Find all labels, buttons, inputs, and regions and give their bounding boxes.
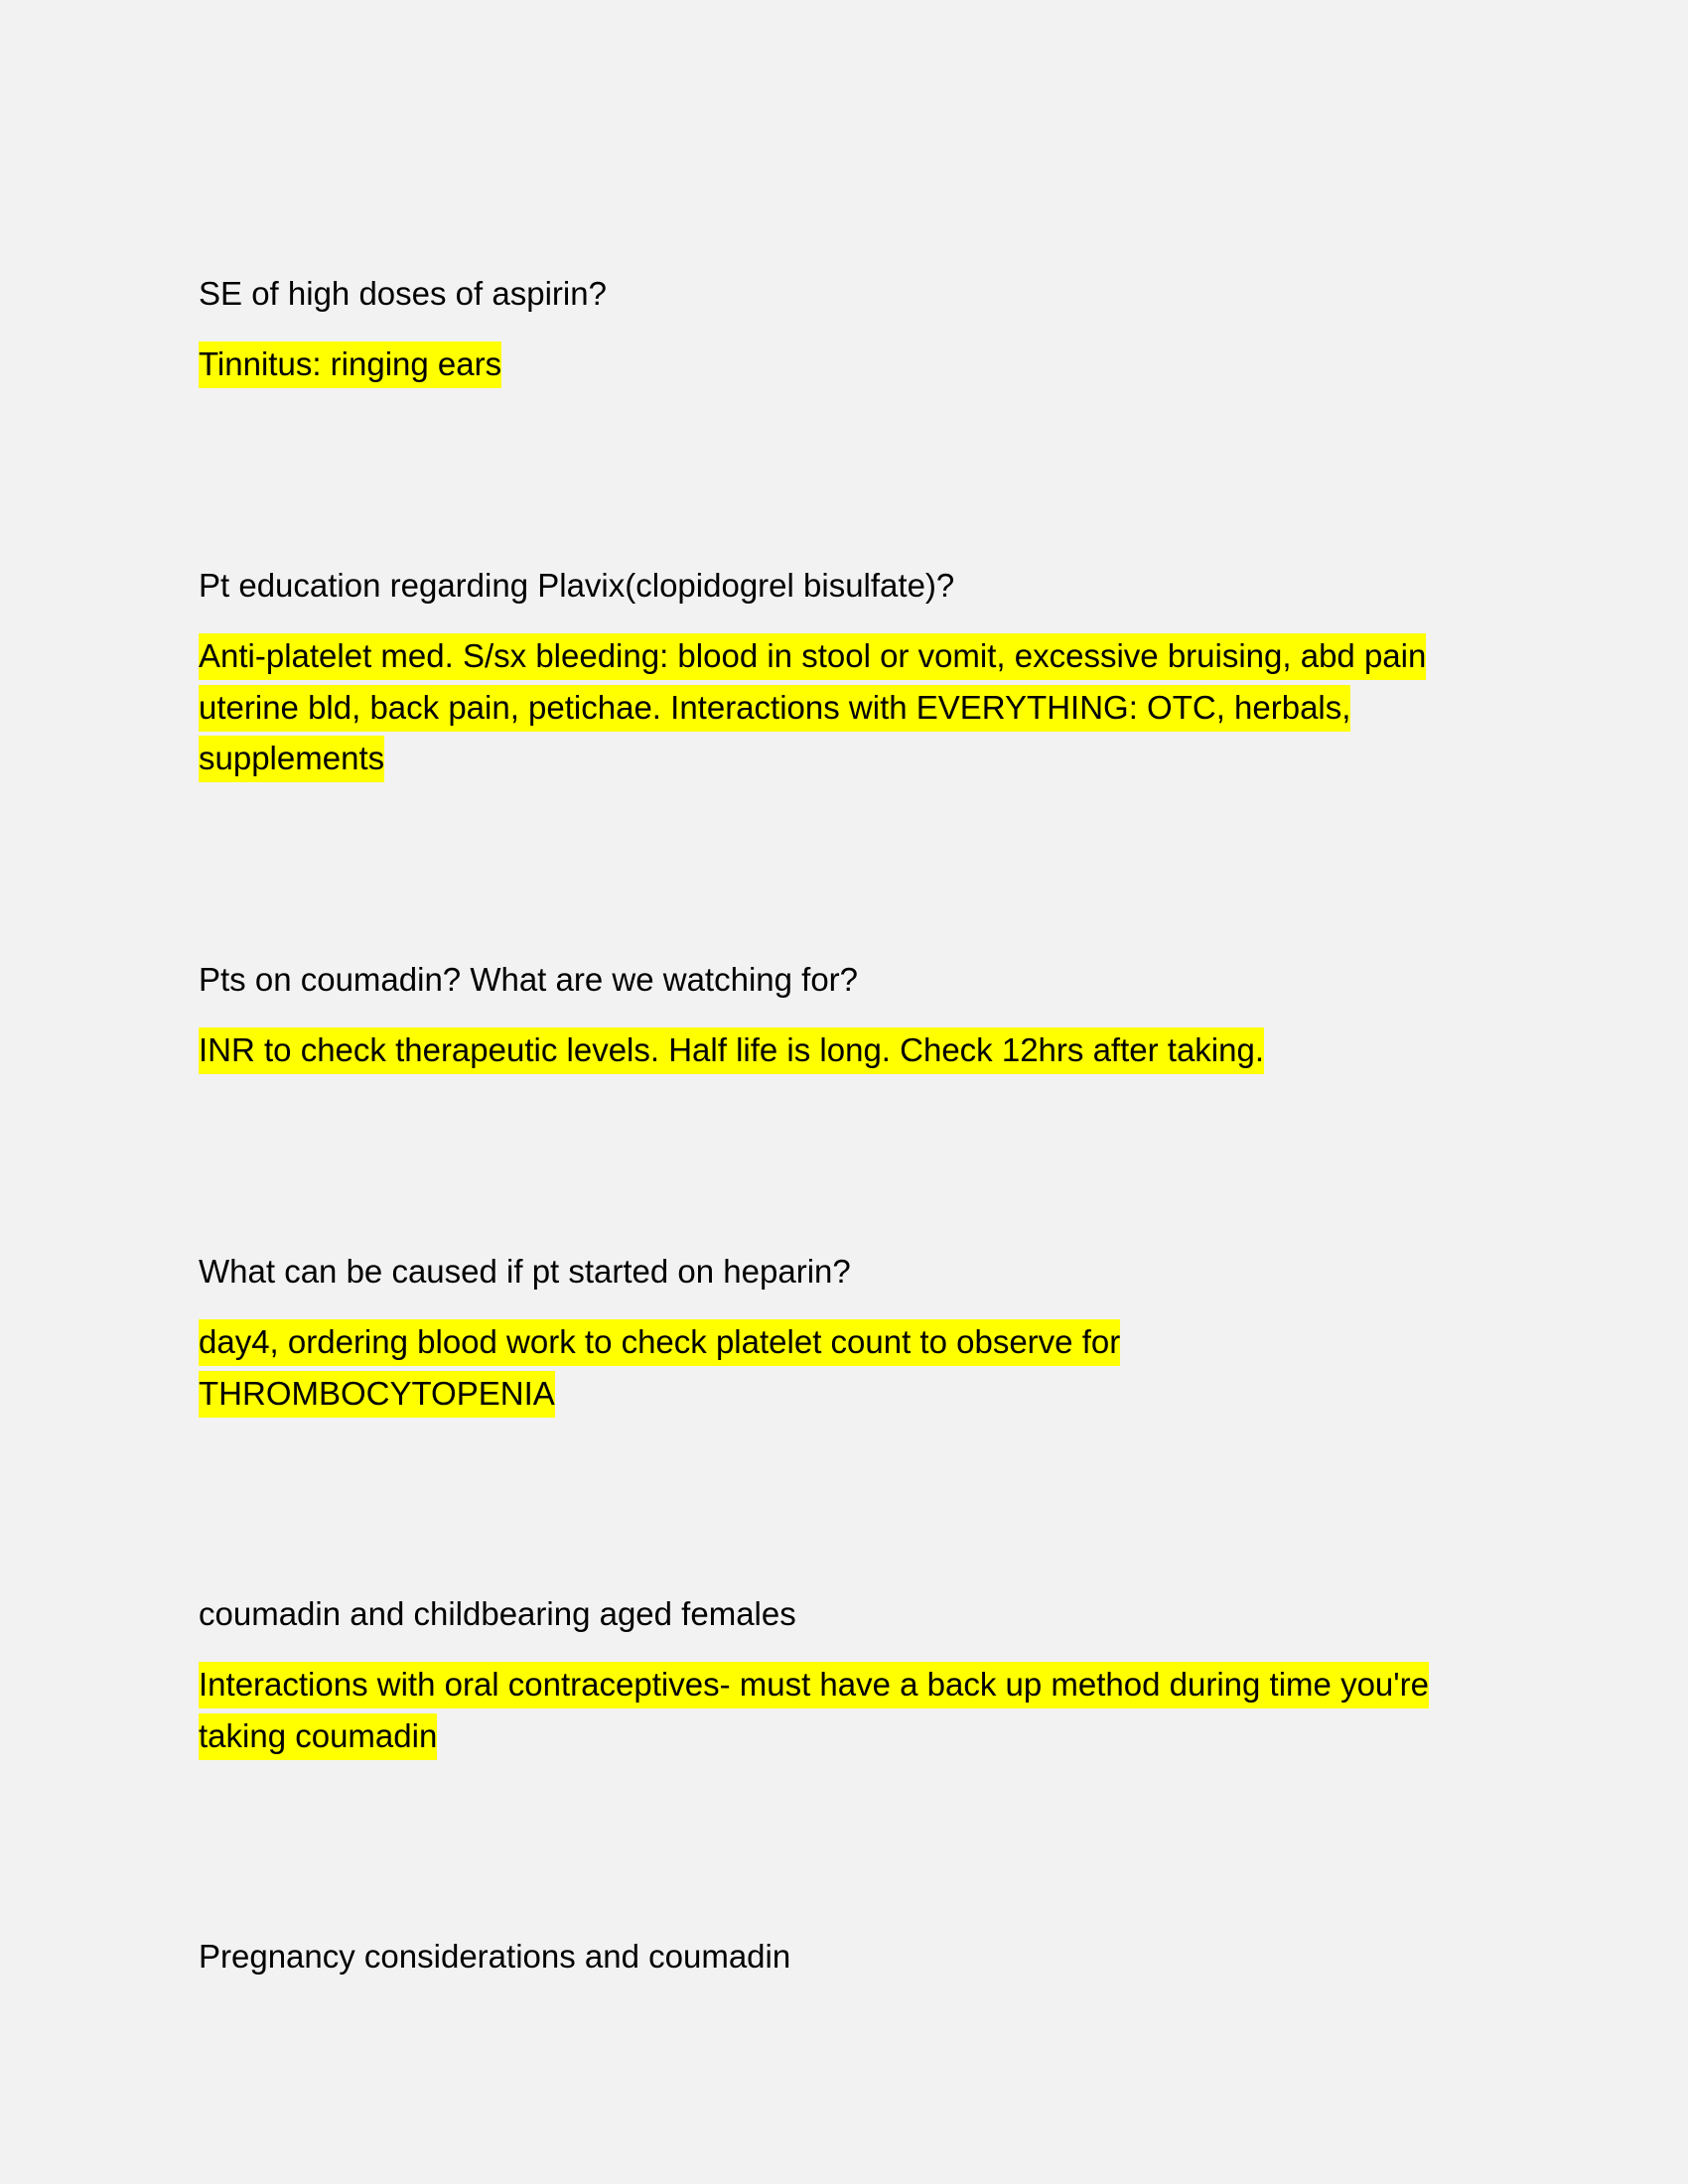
qa-block (199, 1937, 1479, 1977)
answer-text (199, 630, 1479, 784)
qa-block (199, 1594, 1479, 1761)
answer-text (199, 1659, 1479, 1761)
question-text: coumadin and childbearing aged females (199, 1595, 796, 1632)
question-text: Pts on coumadin? What are we watching for? (199, 961, 859, 998)
answer-highlight: Anti-platelet med. S/sx bleeding: blood in stool or vomit, excessive bruising, abd pain uterine bld, back pain, petichae. Interactions with EVERYTHING: OTC, herbals, supplements (199, 633, 1426, 782)
question-text: Pregnancy considerations and coumadin (199, 1938, 791, 1975)
qa-block (199, 1252, 1479, 1419)
answer-text (199, 339, 1479, 390)
qa-block (199, 566, 1479, 784)
answer-highlight: Interactions with oral contraceptives- must have a back up method during time you're taking coumadin (199, 1662, 1429, 1760)
qa-block (199, 274, 1479, 390)
answer-highlight: INR to check therapeutic levels. Half life is long. Check 12hrs after taking. (199, 1027, 1264, 1074)
question-text: What can be caused if pt started on heparin? (199, 1253, 851, 1290)
answer-text (199, 1316, 1479, 1419)
question-text: Pt education regarding Plavix(clopidogrel bisulfate)? (199, 567, 955, 604)
qa-block (199, 960, 1479, 1076)
question-text: SE of high doses of aspirin? (199, 275, 607, 312)
answer-highlight: day4, ordering blood work to check platelet count to observe for THROMBOCYTOPENIA (199, 1319, 1120, 1418)
answer-text (199, 1024, 1479, 1076)
answer-highlight: Tinnitus: ringing ears (199, 341, 501, 388)
